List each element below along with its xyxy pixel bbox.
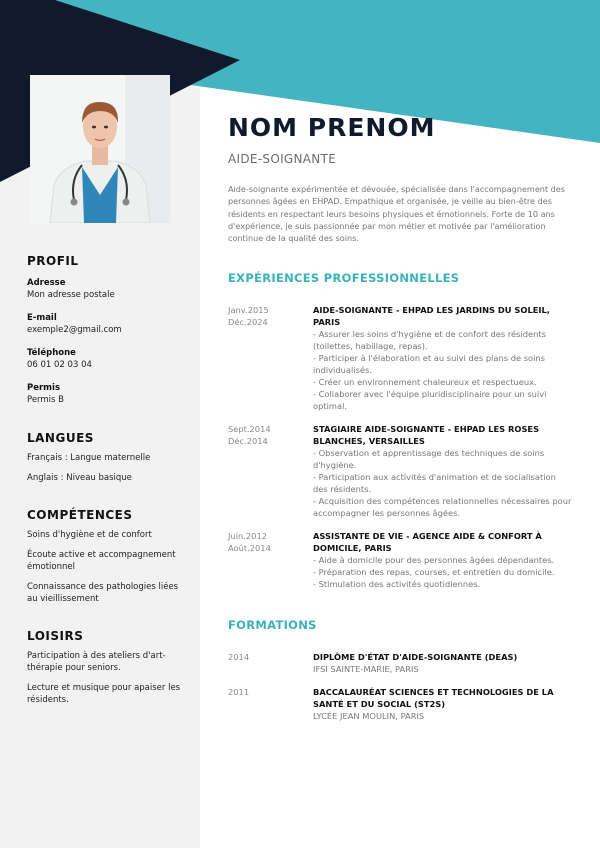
skill-item	[27, 529, 187, 541]
hobby-item	[27, 682, 187, 706]
profile-phone	[27, 347, 187, 371]
language-english: Anglais : Niveau basique	[27, 473, 132, 483]
education-school: LYCÉE JEAN MOULIN, PARIS	[313, 711, 425, 721]
language-item	[27, 452, 187, 464]
profile-title: PROFIL	[27, 254, 79, 268]
experience-body	[313, 530, 573, 590]
hobbies-title: LOISIRS	[27, 629, 84, 643]
summary-text: Aide-soignante expérimentée et dévouée, spécialisée dans l'accompagnement des personnes âgées en EHPAD. Empathique et organisée, je veille au bien-être des résidents en respectant leurs besoins physiques et émotionnels. Forte de 10 ans d'expérience, je suis passionnée par mon métier et motivée par l'amélioration continue de la qualité des soins.	[228, 184, 566, 244]
education-body	[313, 651, 573, 675]
job-title: AIDE-SOIGNANTE	[228, 152, 337, 166]
start-date: Sept.2014	[228, 424, 271, 434]
bullet-item: - Participation aux activités d'animation et de socialisation des résidents.	[313, 472, 556, 494]
education-title: FORMATIONS	[228, 618, 317, 632]
hobby-text: Lecture et musique pour apaiser les résidents.	[27, 683, 181, 705]
experience-bullets	[313, 554, 573, 590]
language-item	[27, 472, 187, 484]
license-value: Permis B	[27, 395, 65, 405]
education-degree: DIPLÔME D'ÉTAT D'AIDE-SOIGNANTE (DEAS)	[313, 652, 518, 662]
address-value: Mon adresse postale	[27, 290, 115, 300]
bullet-item: - Préparation des repas, courses, et entretien du domicile.	[313, 567, 555, 577]
experience-job-title: STAGIAIRE AIDE-SOIGNANTE - EHPAD LES ROSES BLANCHES, VERSAILLES	[313, 424, 540, 446]
bullet-item: - Acquisition des compétences relationnelles nécessaires pour accompagner les personnes âgées.	[313, 496, 572, 518]
license-label: Permis	[27, 383, 61, 393]
experience-bullets	[313, 328, 573, 412]
experience-body	[313, 423, 573, 519]
experience-dates	[228, 530, 303, 554]
address-label: Adresse	[27, 278, 66, 288]
experience-job-title: ASSISTANTE DE VIE - AGENCE AIDE & CONFORT À DOMICILE, PARIS	[313, 531, 542, 553]
profile-address	[27, 277, 187, 301]
skill-text: Écoute active et accompagnement émotionnel	[27, 550, 176, 572]
bullet-item: - Participer à l'élaboration et au suivi des plans de soins individualisés.	[313, 353, 545, 375]
skill-text: Connaissance des pathologies liées au vieillissement	[27, 582, 179, 604]
end-date: Déc.2014	[228, 436, 268, 446]
end-date: Août.2014	[228, 543, 271, 553]
skill-text: Soins d'hygiène et de confort	[27, 530, 152, 540]
phone-value: 06 01 02 03 04	[27, 360, 92, 370]
bullet-item: - Aide à domicile pour des personnes âgées dépendantes.	[313, 555, 555, 565]
experience-bullets	[313, 447, 573, 519]
bullet-item: - Collaborer avec l'équipe pluridisciplinaire pour un suivi optimal.	[313, 389, 547, 411]
profile-photo	[30, 75, 170, 223]
language-french: Français : Langue maternelle	[27, 453, 151, 463]
email-label: E-mail	[27, 313, 57, 323]
education-school: IFSI SAINTE-MARIE, PARIS	[313, 664, 419, 674]
education-degree: BACCALAURÉAT SCIENCES ET TECHNOLOGIES DE LA SANTÉ ET DU SOCIAL (ST2S)	[313, 687, 554, 709]
experience-job-title: AIDE-SOIGNANTE - EHPAD LES JARDINS DU SOLEIL, PARIS	[313, 305, 550, 327]
education-year: 2014	[228, 652, 250, 662]
hobby-item	[27, 650, 187, 674]
bullet-item: - Assurer les soins d'hygiène et de confort des résidents (toilettes, habillage, repas).	[313, 329, 546, 351]
experience-title: EXPÉRIENCES PROFESSIONNELLES	[228, 271, 460, 285]
education-year: 2011	[228, 687, 250, 697]
end-date: Déc.2024	[228, 317, 268, 327]
bullet-item: - Stimulation des activités quotidiennes.	[313, 579, 481, 589]
languages-title: LANGUES	[27, 431, 94, 445]
experience-body	[313, 304, 573, 412]
skills-title: COMPÉTENCES	[27, 508, 133, 522]
experience-dates	[228, 304, 303, 328]
bullet-item: - Observation et apprentissage des techniques de soins d'hygiène.	[313, 448, 545, 470]
bullet-item: - Créer un environnement chaleureux et respectueux.	[313, 377, 537, 387]
skill-item	[27, 581, 187, 605]
experience-dates	[228, 423, 303, 447]
education-body	[313, 686, 573, 722]
portrait-image	[30, 75, 170, 223]
hobby-text: Participation à des ateliers d'art-thérapie pour seniors.	[27, 651, 166, 673]
start-date: Janv.2015	[228, 305, 269, 315]
profile-license	[27, 382, 187, 406]
start-date: Juin.2012	[228, 531, 268, 541]
candidate-name: NOM PRENOM	[228, 113, 436, 142]
phone-label: Téléphone	[27, 348, 76, 358]
profile-email	[27, 312, 187, 336]
email-value: exemple2@gmail.com	[27, 325, 122, 335]
skill-item	[27, 549, 187, 573]
